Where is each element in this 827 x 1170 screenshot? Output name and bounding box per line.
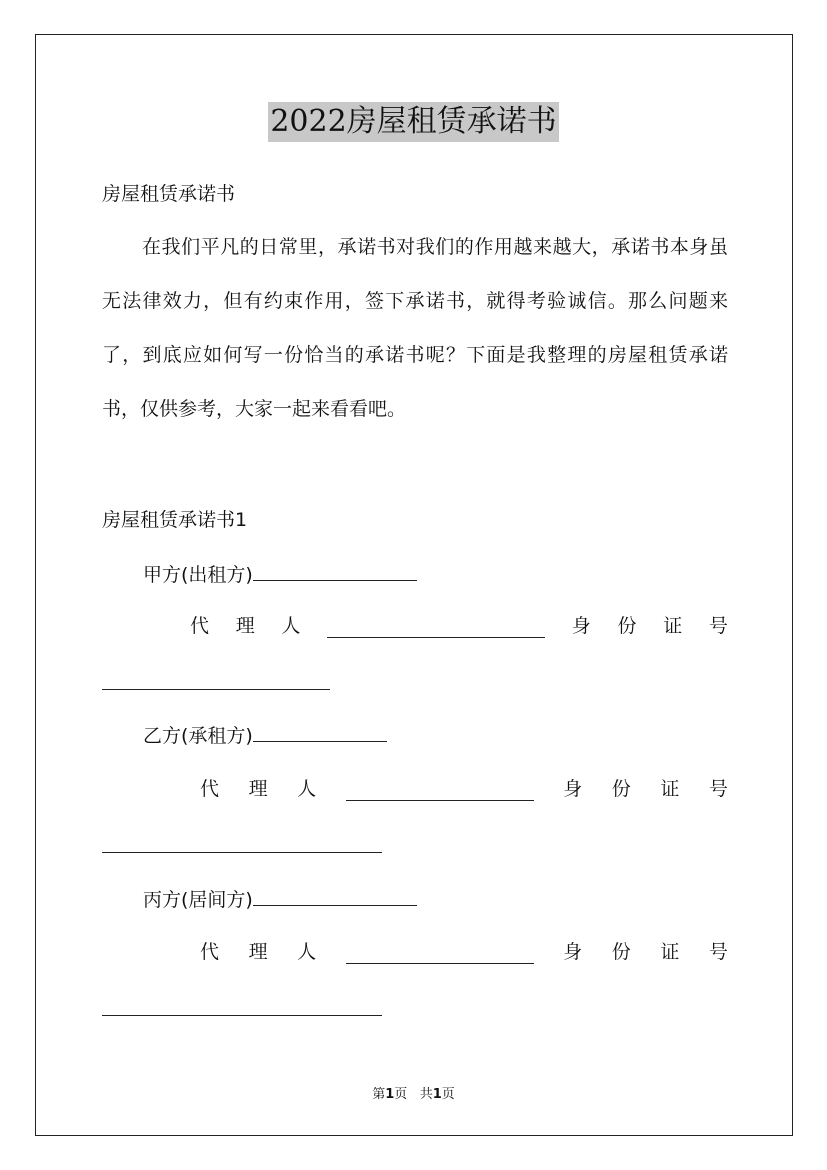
id-char: 份: [611, 941, 631, 963]
party-a-row: [143, 562, 417, 587]
total-prefix: 共: [419, 1087, 433, 1102]
id-char: 身: [563, 778, 583, 800]
document-subtitle: 房屋租赁承诺书: [102, 183, 236, 205]
id-char: 身: [563, 941, 583, 963]
id-char: 证: [660, 941, 680, 963]
party-a-id-blank[interactable]: [102, 688, 330, 690]
id-char: 证: [663, 615, 683, 637]
page-number: 1: [385, 1087, 395, 1102]
total-number: 1: [432, 1087, 442, 1102]
page-prefix: 第: [372, 1087, 386, 1102]
party-b-id-blank[interactable]: [102, 851, 382, 853]
party-b-agent-blank[interactable]: [346, 782, 534, 801]
id-char: 份: [617, 615, 637, 637]
id-char: 号: [708, 615, 728, 637]
agent-char: 代: [190, 615, 210, 637]
title-container: [0, 102, 827, 142]
party-b-label: 乙方(承租方): [143, 725, 253, 747]
party-c-label: 丙方(居间方): [143, 889, 253, 911]
agent-char: 人: [281, 615, 301, 637]
id-char: 号: [708, 778, 728, 800]
total-suffix: 页: [441, 1087, 455, 1102]
section-heading: 房屋租赁承诺书1: [102, 509, 248, 531]
party-c-blank[interactable]: [253, 887, 417, 906]
party-a-agent-row: [190, 614, 728, 638]
party-b-agent-row: [200, 777, 728, 801]
party-c-row: [143, 887, 417, 912]
agent-char: 理: [248, 778, 268, 800]
agent-char: 理: [248, 941, 268, 963]
party-b-row: [143, 723, 387, 748]
id-char: 身: [571, 615, 591, 637]
party-c-id-blank[interactable]: [102, 1014, 382, 1016]
page-suffix: 页: [394, 1087, 408, 1102]
agent-char: 代: [200, 941, 220, 963]
agent-char: 人: [297, 778, 317, 800]
party-c-agent-blank[interactable]: [346, 945, 534, 964]
id-char: 号: [708, 941, 728, 963]
id-char: 份: [611, 778, 631, 800]
agent-char: 人: [297, 941, 317, 963]
party-a-label: 甲方(出租方): [143, 564, 253, 586]
agent-char: 理: [235, 615, 255, 637]
agent-char: 代: [200, 778, 220, 800]
party-b-blank[interactable]: [253, 723, 387, 742]
document-title: 2022房屋租赁承诺书: [268, 102, 558, 142]
intro-paragraph: 在我们平凡的日常里，承诺书对我们的作用越来越大，承诺书本身虽无法律效力，但有约束作用，签下承诺书，就得考验诚信。那么问题来了，到底应如何写一份恰当的承诺书呢？下面是我整理的房屋租赁承诺书，仅供参考，大家一起来看看吧。: [102, 236, 728, 420]
page-footer: [0, 1083, 827, 1102]
id-char: 证: [660, 778, 680, 800]
party-a-blank[interactable]: [253, 562, 417, 581]
party-a-agent-blank[interactable]: [327, 619, 545, 638]
party-c-agent-row: [200, 940, 728, 964]
